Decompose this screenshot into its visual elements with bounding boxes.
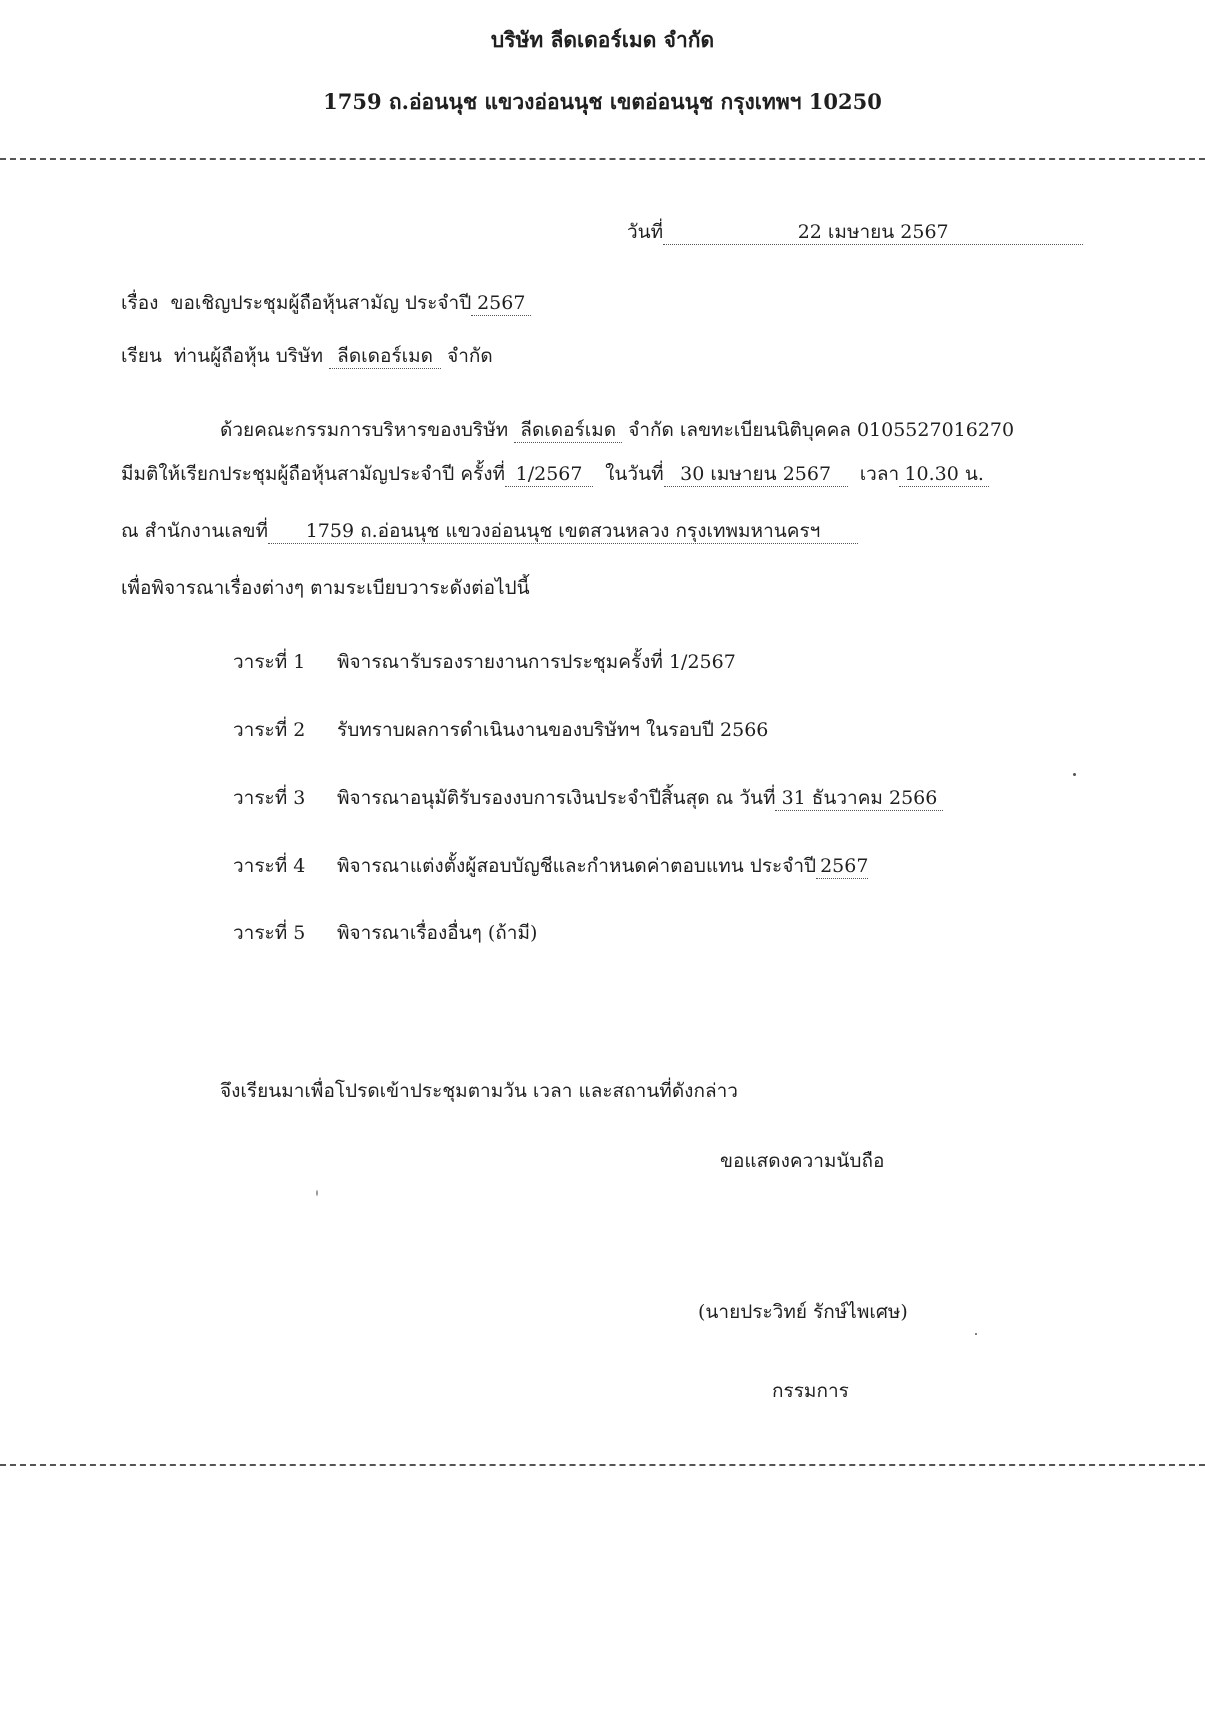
signer-position: กรรมการ [772, 1380, 849, 1402]
body-line-3 [121, 519, 858, 544]
scan-speck [975, 1333, 977, 1335]
agenda-item [233, 786, 943, 811]
meeting-number: 1/2567 [505, 462, 593, 487]
body-line-2 [121, 462, 989, 487]
subject-line [121, 291, 531, 316]
agenda-text: พิจารณาแต่งตั้งผู้สอบบัญชีและกำหนดค่าตอบแทน ประจำปี [337, 855, 817, 877]
agenda-number: วาระที่ 5 [233, 922, 306, 944]
subject-label: เรื่อง [121, 292, 159, 314]
body-line-1-prefix: ด้วยคณะกรรมการบริหารของบริษัท [220, 419, 509, 441]
agenda-item [233, 921, 537, 945]
agenda-number: วาระที่ 4 [233, 855, 306, 877]
agenda-item [233, 718, 768, 742]
meeting-date: 30 เมษายน 2567 [664, 462, 848, 487]
date-value: 22 เมษายน 2567 [663, 220, 1083, 245]
scan-speck [316, 1190, 318, 1196]
agenda-number: วาระที่ 1 [233, 651, 306, 673]
body-line-1-suffix: จำกัด เลขทะเบียนนิติบุคคล 0105527016270 [628, 419, 1015, 441]
agenda-item [233, 854, 868, 879]
agenda-fill: 31 ธันวาคม 2566 [775, 786, 943, 811]
agenda-text: รับทราบผลการดำเนินงานของบริษัทฯ ในรอบปี 2566 [337, 719, 769, 741]
recipient-line [121, 344, 493, 369]
top-divider [0, 158, 1205, 160]
subject-text: ขอเชิญประชุมผู้ถือหุ้นสามัญ ประจำปี [170, 292, 472, 314]
recipient-company: ลีดเดอร์เมด [329, 344, 441, 369]
venue-address: 1759 ถ.อ่อนนุช แขวงอ่อนนุช เขตสวนหลวง กรุงเทพมหานครฯ [268, 519, 858, 544]
body-line-1 [220, 418, 1014, 443]
meeting-time-label: เวลา [859, 463, 900, 485]
bottom-divider [0, 1464, 1205, 1466]
subject-year: 2567 [471, 291, 531, 316]
agenda-text: พิจารณารับรองรายงานการประชุมครั้งที่ 1/2567 [337, 651, 736, 673]
agenda-fill: 2567 [816, 854, 868, 879]
meeting-time: 10.30 น. [899, 462, 989, 487]
company-address: 1759 ถ.อ่อนนุช แขวงอ่อนนุช เขตอ่อนนุช กรุงเทพฯ 10250 [323, 89, 882, 114]
scan-speck [1073, 773, 1076, 776]
agenda-number: วาระที่ 2 [233, 719, 306, 741]
signer-name: (นายประวิทย์ รักษ์ไพเศษ) [698, 1301, 908, 1323]
agenda-item [233, 650, 736, 674]
closing-regards: ขอแสดงความนับถือ [720, 1150, 885, 1172]
closing-invite: จึงเรียนมาเพื่อโปรดเข้าประชุมตามวัน เวลา และสถานที่ดังกล่าว [220, 1080, 738, 1102]
date-label: วันที่ [627, 221, 664, 243]
venue-label: ณ สำนักงานเลขที่ [121, 520, 269, 542]
agenda-number: วาระที่ 3 [233, 787, 306, 809]
agenda-text: พิจารณาเรื่องอื่นๆ (ถ้ามี) [337, 922, 538, 944]
recipient-text: ท่านผู้ถือหุ้น บริษัท [173, 345, 324, 367]
date-line [627, 220, 1083, 245]
company-name: บริษัท ลีดเดอร์เมด จำกัด [490, 27, 715, 52]
meeting-date-label: ในวันที่ [605, 463, 664, 485]
body-company: ลีดเดอร์เมด [514, 418, 622, 443]
body-line-4: เพื่อพิจารณาเรื่องต่างๆ ตามระเบียบวาระดังต่อไปนี้ [121, 577, 530, 599]
recipient-label: เรียน [121, 345, 162, 367]
agenda-text: พิจารณาอนุมัติรับรองงบการเงินประจำปีสิ้นสุด ณ วันที่ [337, 787, 776, 809]
recipient-suffix: จำกัด [447, 345, 493, 367]
body-line-2-prefix: มีมติให้เรียกประชุมผู้ถือหุ้นสามัญประจำปี ครั้งที่ [121, 463, 506, 485]
